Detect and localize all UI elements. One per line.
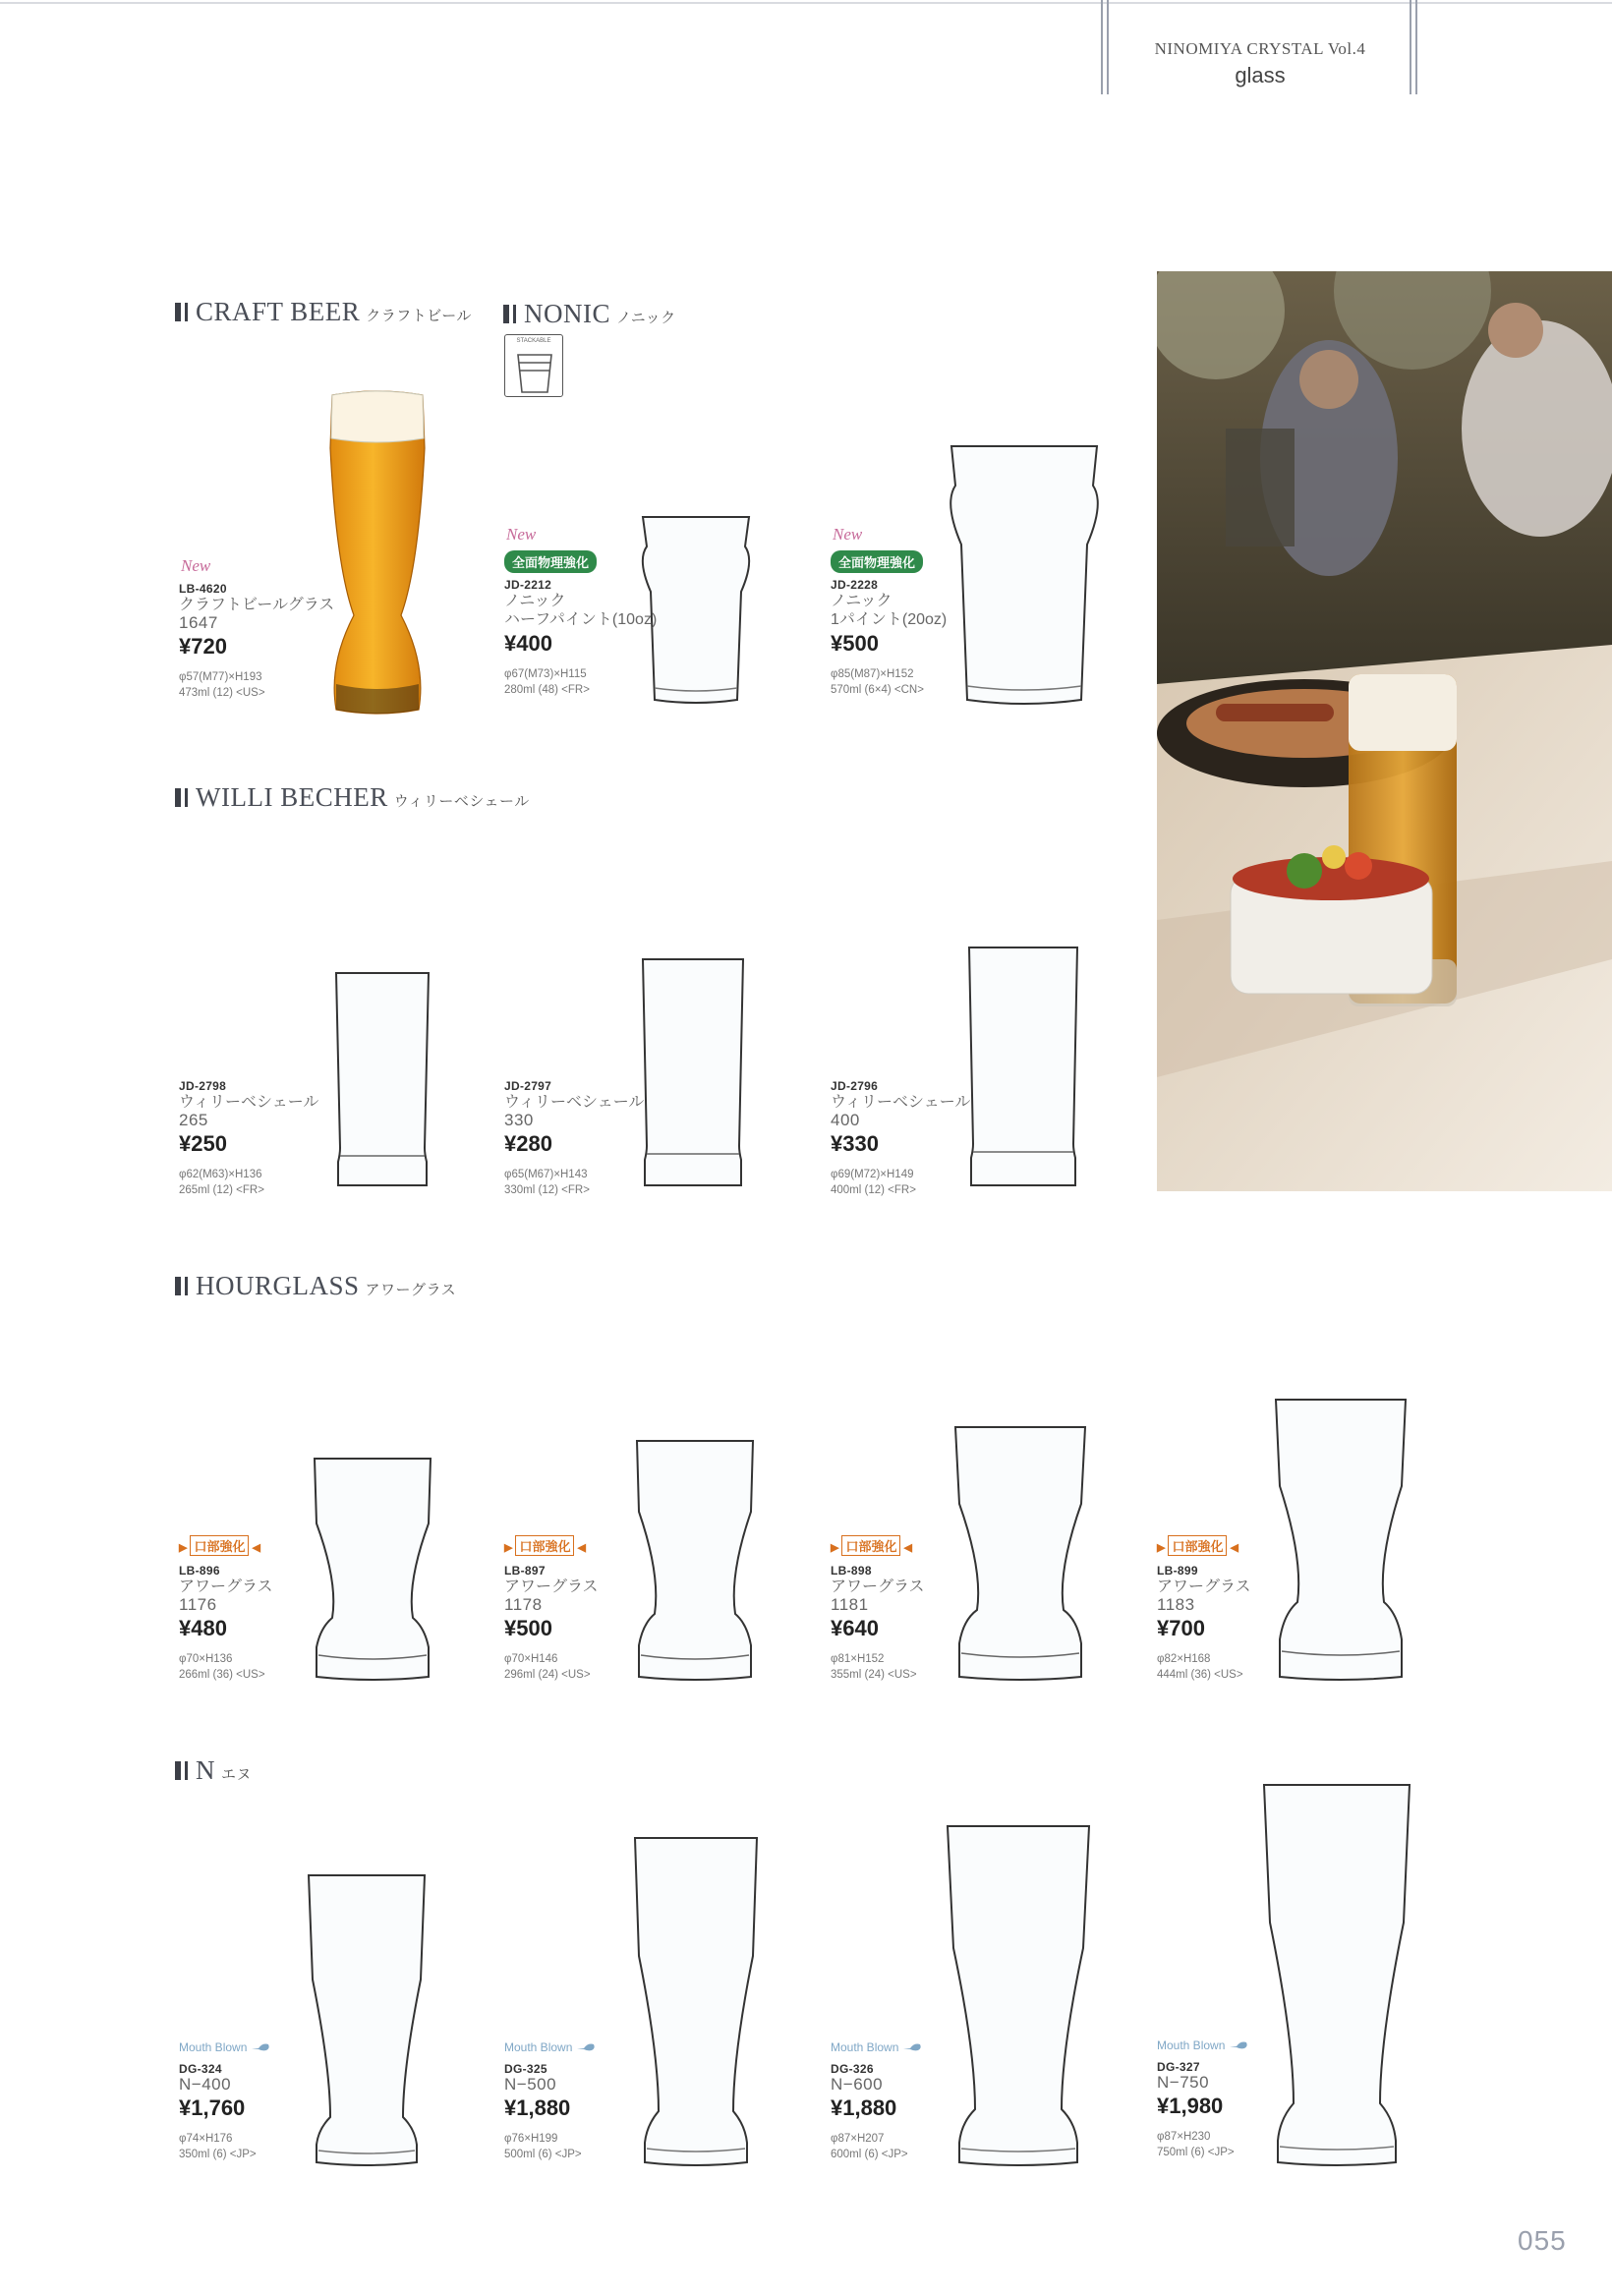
product-size: 1パイント(20oz) (831, 611, 948, 628)
section-title-text: N (196, 1755, 215, 1785)
catalog-category: glass (1235, 63, 1286, 87)
product-jd-2212 (504, 525, 701, 698)
rim-tempered-badge (504, 1535, 586, 1556)
product-code: DG-325 (504, 2062, 547, 2076)
mouth-blown-label: Mouth Blown (179, 2040, 248, 2054)
product-price: ¥500 (831, 631, 879, 656)
product-lb-899 (1157, 1535, 1353, 1683)
product-code: JD-2212 (504, 578, 552, 592)
product-dg-325 (504, 2040, 701, 2162)
product-capacity: 265ml (12) <FR> (179, 1184, 264, 1196)
product-jd-2798 (179, 1079, 375, 1198)
product-name: アワーグラス (504, 1578, 599, 1595)
product-lb-898 (831, 1535, 1027, 1683)
rim-tempered-badge (831, 1535, 912, 1556)
product-dimensions: φ62(M63)×H136 (179, 1169, 262, 1180)
section-title-craft-beer (175, 297, 472, 327)
product-dimensions: φ65(M67)×H143 (504, 1169, 588, 1180)
product-code: LB-4620 (179, 582, 227, 596)
product-item-number: 1181 (831, 1595, 869, 1614)
product-dg-324 (179, 2040, 375, 2162)
product-lb-896 (179, 1535, 375, 1683)
product-code: JD-2796 (831, 1079, 879, 1093)
mouth-blown-badge (504, 2040, 701, 2054)
tempered-badge: 全面物理強化 (504, 550, 597, 573)
product-code: LB-896 (179, 1564, 220, 1578)
section-title-jp: ノニック (616, 310, 676, 326)
glassblower-icon (251, 2040, 270, 2052)
glassblower-icon (1229, 2038, 1248, 2050)
product-price: ¥480 (179, 1616, 227, 1640)
product-capacity: 570ml (6×4) <CN> (831, 684, 924, 696)
product-jd-2797 (504, 1079, 701, 1198)
product-code: DG-326 (831, 2062, 874, 2076)
product-dimensions: φ87×H230 (1157, 2131, 1211, 2143)
product-code: JD-2228 (831, 578, 879, 592)
section-title-nonic (503, 299, 676, 329)
product-capacity: 473ml (12) <US> (179, 687, 265, 699)
product-price: ¥280 (504, 1131, 552, 1156)
product-dimensions: φ74×H176 (179, 2133, 233, 2145)
product-price: ¥400 (504, 631, 552, 656)
rim-tempered-label: 口部強化 (190, 1535, 249, 1556)
stackable-label: STACKABLE (516, 338, 551, 344)
product-price: ¥1,880 (504, 2095, 571, 2120)
product-dimensions: φ57(M77)×H193 (179, 671, 262, 683)
section-title-jp: ウィリーベシェール (393, 793, 530, 810)
section-title-text: WILLI BECHER (196, 782, 388, 812)
mouth-blown-label: Mouth Blown (1157, 2038, 1226, 2052)
section-title-jp: クラフトビール (366, 308, 472, 324)
arrow-right-icon: ▶ (831, 1542, 839, 1554)
rim-tempered-badge (1157, 1535, 1238, 1556)
product-lb-4620 (179, 556, 375, 701)
section-title-hourglass (175, 1271, 456, 1301)
product-item-number: N−600 (831, 2075, 884, 2094)
section-title-text: CRAFT BEER (196, 297, 361, 326)
section-title-n (175, 1755, 252, 1786)
product-item-number: 1178 (504, 1595, 543, 1614)
rim-tempered-label: 口部強化 (841, 1535, 900, 1556)
product-item-number: N−400 (179, 2075, 232, 2094)
section-title-willi-becher (175, 782, 530, 813)
mouth-blown-badge (1157, 2038, 1353, 2052)
product-dimensions: φ67(M73)×H115 (504, 668, 587, 680)
product-name: クラフトビールグラス (179, 597, 335, 613)
product-dimensions: φ82×H168 (1157, 1653, 1211, 1665)
product-item-number: 1183 (1157, 1595, 1195, 1614)
section-title-jp: エヌ (221, 1766, 253, 1783)
arrow-left-icon: ◀ (252, 1542, 260, 1554)
product-name: アワーグラス (179, 1578, 273, 1595)
product-capacity: 330ml (12) <FR> (504, 1184, 590, 1196)
product-price: ¥700 (1157, 1616, 1205, 1640)
product-item-number: N−750 (1157, 2073, 1210, 2092)
product-name: ウィリーベシェール (831, 1094, 971, 1111)
arrow-right-icon: ▶ (179, 1542, 188, 1554)
stackable-icon (504, 334, 563, 397)
product-item-number: 1647 (179, 613, 218, 632)
product-dg-326 (831, 2040, 1027, 2162)
mouth-blown-badge (179, 2040, 375, 2054)
product-capacity: 266ml (36) <US> (179, 1669, 265, 1681)
new-badge: New (833, 525, 863, 544)
product-name: ノニック (831, 593, 892, 609)
section-title-text: HOURGLASS (196, 1271, 360, 1300)
product-price: ¥1,880 (831, 2095, 897, 2120)
product-price: ¥640 (831, 1616, 879, 1640)
product-capacity: 296ml (24) <US> (504, 1669, 591, 1681)
tempered-badge: 全面物理強化 (831, 550, 923, 573)
product-item-number: 265 (179, 1111, 208, 1129)
product-lb-897 (504, 1535, 701, 1683)
product-capacity: 600ml (6) <JP> (831, 2149, 908, 2160)
product-jd-2228 (831, 525, 1027, 698)
product-dimensions: φ81×H152 (831, 1653, 885, 1665)
mouth-blown-label: Mouth Blown (504, 2040, 573, 2054)
product-item-number: 1176 (179, 1595, 217, 1614)
product-capacity: 280ml (48) <FR> (504, 684, 590, 696)
product-name: ノニック (504, 593, 566, 609)
product-jd-2796 (831, 1079, 1027, 1198)
product-name: アワーグラス (1157, 1578, 1251, 1595)
product-dimensions: φ85(M87)×H152 (831, 668, 914, 680)
product-dimensions: φ70×H146 (504, 1653, 558, 1665)
section-title-text: NONIC (524, 299, 610, 328)
product-capacity: 500ml (6) <JP> (504, 2149, 582, 2160)
product-capacity: 444ml (36) <US> (1157, 1669, 1243, 1681)
rim-tempered-badge (179, 1535, 260, 1556)
product-dimensions: φ69(M72)×H149 (831, 1169, 914, 1180)
rim-tempered-label: 口部強化 (1168, 1535, 1227, 1556)
product-size: ハーフパイント(10oz) (504, 611, 658, 628)
product-code: LB-899 (1157, 1564, 1198, 1578)
product-dimensions: φ87×H207 (831, 2133, 885, 2145)
product-price: ¥1,760 (179, 2095, 246, 2120)
stacked-glasses-icon (514, 349, 555, 394)
product-item-number: N−500 (504, 2075, 557, 2094)
mouth-blown-badge (831, 2040, 1027, 2054)
product-name: ウィリーベシェール (179, 1094, 319, 1111)
section-title-jp: アワーグラス (365, 1282, 457, 1298)
product-item-number: 400 (831, 1111, 860, 1129)
product-name: アワーグラス (831, 1578, 925, 1595)
beer-cafe-photo (1157, 271, 1612, 1191)
catalog-header (1099, 0, 1421, 98)
product-price: ¥500 (504, 1616, 552, 1640)
product-dg-327 (1157, 2038, 1353, 2160)
product-code: DG-327 (1157, 2060, 1200, 2074)
arrow-left-icon: ◀ (1230, 1542, 1238, 1554)
product-dimensions: φ70×H136 (179, 1653, 233, 1665)
page-number: 055 (1518, 2225, 1567, 2256)
product-capacity: 350ml (6) <JP> (179, 2149, 257, 2160)
product-capacity: 750ml (6) <JP> (1157, 2147, 1235, 2158)
product-dimensions: φ76×H199 (504, 2133, 558, 2145)
product-capacity: 400ml (12) <FR> (831, 1184, 916, 1196)
product-price: ¥250 (179, 1131, 227, 1156)
product-code: LB-897 (504, 1564, 546, 1578)
product-name: ウィリーベシェール (504, 1094, 645, 1111)
arrow-right-icon: ▶ (1157, 1542, 1166, 1554)
arrow-left-icon: ◀ (577, 1542, 586, 1554)
glassblower-icon (902, 2040, 922, 2052)
new-badge: New (506, 525, 537, 544)
product-code: DG-324 (179, 2062, 222, 2076)
product-price: ¥330 (831, 1131, 879, 1156)
rim-tempered-label: 口部強化 (515, 1535, 574, 1556)
product-code: JD-2797 (504, 1079, 552, 1093)
product-code: JD-2798 (179, 1079, 227, 1093)
arrow-right-icon: ▶ (504, 1542, 513, 1554)
mouth-blown-label: Mouth Blown (831, 2040, 899, 2054)
product-price: ¥720 (179, 634, 227, 659)
arrow-left-icon: ◀ (903, 1542, 912, 1554)
catalog-series-title: NINOMIYA CRYSTAL Vol.4 (1154, 39, 1366, 58)
product-item-number: 330 (504, 1111, 534, 1129)
product-capacity: 355ml (24) <US> (831, 1669, 917, 1681)
new-badge: New (181, 556, 211, 575)
product-price: ¥1,980 (1157, 2094, 1224, 2118)
product-code: LB-898 (831, 1564, 872, 1578)
glassblower-icon (576, 2040, 596, 2052)
